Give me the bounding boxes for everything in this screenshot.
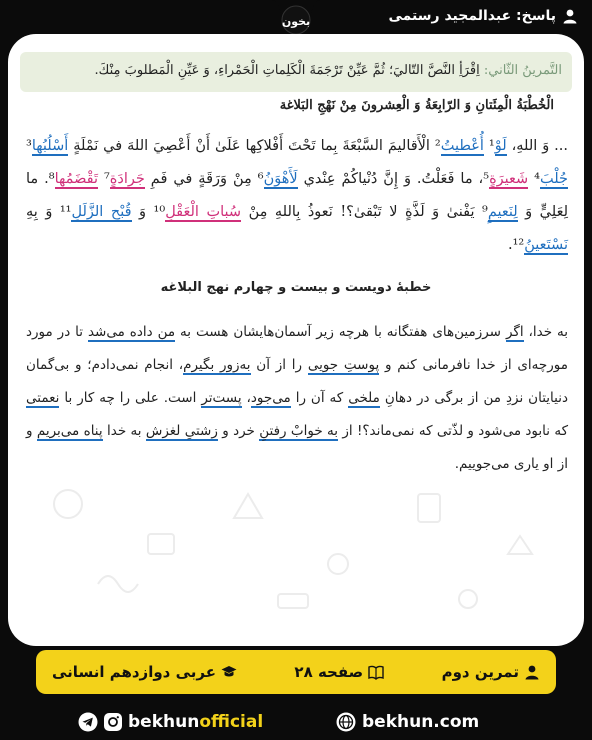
- text-segment: قُبْحِ الزَّلَلِ: [71, 204, 132, 220]
- text-segment: ⁸. ما لِعَلِيٍّ وَ: [26, 171, 568, 220]
- text-segment: به خدا: [102, 423, 146, 439]
- text-segment: سُباتِ الْعَقْلِ: [165, 204, 242, 220]
- text-segment: ... وَ اللهِ،: [506, 138, 569, 154]
- handle-text: [128, 712, 263, 732]
- user-icon: [562, 8, 578, 24]
- text-segment: نَسْتَعينُ: [524, 237, 568, 253]
- text-segment: ⁴: [528, 171, 540, 187]
- text-segment: که نابود می‌شود و لذّتی که نمی‌ماند؟! از: [338, 423, 568, 439]
- exercise-tag-label: تمرین دوم: [441, 663, 519, 681]
- book-tag-label: عربی دوازدهم انسانی: [52, 663, 216, 681]
- handle-accent: official: [199, 712, 264, 732]
- website-link[interactable]: [336, 712, 479, 732]
- social-handle[interactable]: [78, 712, 263, 732]
- text-segment: شَعيرَةٍ: [489, 171, 529, 187]
- text-segment: و از او یاری می‌جوییم.: [26, 423, 568, 472]
- book-icon: [368, 664, 384, 680]
- exercise-tag: [442, 663, 540, 681]
- text-segment: ¹¹ وَ بِهِ: [26, 204, 72, 220]
- text-segment: أَسْلُبُها: [31, 138, 69, 154]
- text-segment: نعمتی: [26, 390, 60, 406]
- exercise-label: التَّمرینُ الثّاني:: [483, 63, 562, 78]
- globe-icon: [336, 712, 356, 732]
- exercise-instruction: اِقْرَأِ النَّصَّ التّاليَ؛ ثُمَّ عَيِّنْ تَرْجَمَةَ الْكَلِماتِ الْحَمْراءِ، وَ عَيِّنِ الْمَطلوبَ مِنْكَ.: [94, 63, 480, 78]
- text-segment: ³: [26, 138, 32, 154]
- text-segment: أُعْطيتُ: [440, 138, 484, 154]
- text-segment: زشتیِ لغزش: [145, 423, 218, 439]
- text-segment: ¹: [483, 138, 495, 154]
- user-icon: [524, 664, 540, 680]
- text-segment: ⁹ يَفْنىٰ وَ لَذَّةٍ لا تَبْقىٰ؟! نَعوذُ بِاللهِ مِنْ: [241, 204, 488, 220]
- answerer: [388, 8, 578, 24]
- text-segment: ، انجام نمی‌دادم؛ و بی‌گمان دنیایتان نزدِ من از برگی در دهانِ: [26, 357, 568, 406]
- text-segment: می‌جود: [250, 390, 291, 406]
- text-segment: جَرادَةٍ: [109, 171, 145, 187]
- text-segment: جُلْبَ: [539, 171, 568, 187]
- page-tag: [294, 663, 384, 681]
- text-segment: ،: [241, 390, 251, 406]
- text-segment: لِنَعيمٍ: [487, 204, 518, 220]
- info-bar: [36, 650, 556, 694]
- answerer-name: پاسخ: عبدالمجید رستمی: [388, 8, 556, 24]
- text-segment: به خوابْ رفتنِ: [259, 423, 339, 439]
- text-segment: ملخی: [348, 390, 380, 406]
- graduation-cap-icon: [221, 664, 237, 680]
- text-segment: خرد و: [217, 423, 260, 439]
- text-segment: لَوْ: [494, 138, 507, 154]
- text-segment: اگر: [505, 324, 524, 340]
- content-card: [8, 34, 584, 646]
- telegram-icon[interactable]: [78, 712, 98, 732]
- text-segment: است. علی را چه کار با: [59, 390, 202, 406]
- instagram-icon[interactable]: [103, 712, 123, 732]
- handle-main: bekhun: [128, 712, 200, 732]
- text-segment: ⁶ مِنْ وَرَقَةٍ في فَمِ: [144, 171, 264, 187]
- text-segment: ⁷: [98, 171, 110, 187]
- page-tag-label: صفحه ۲۸: [294, 663, 364, 681]
- persian-translation: [26, 316, 568, 481]
- exercise-heading: [32, 60, 562, 82]
- text-segment: من داده می‌شد: [87, 324, 176, 340]
- background-doodles: [8, 464, 584, 624]
- text-segment: به خدا،: [523, 324, 568, 340]
- text-segment: پست‌تر: [201, 390, 242, 406]
- text-segment: که آن را: [290, 390, 349, 406]
- text-segment: پوستِ جویی: [307, 357, 380, 373]
- translation-title: خطبۀ دویست و بیست و چهارم نهج البلاغه: [160, 280, 432, 295]
- text-segment: را از آن: [250, 357, 308, 373]
- text-segment: پناه می‌بریم: [36, 423, 103, 439]
- arabic-passage: [26, 130, 568, 262]
- logo-text: بخون: [281, 15, 311, 28]
- text-segment: سرزمین‌های هفتگانه با هرچه زیر آسمان‌هایشان هست به: [175, 324, 506, 340]
- text-segment: ¹⁰ وَ: [131, 204, 166, 220]
- text-segment: لَأَهْوَنُ: [263, 171, 298, 187]
- sermon-title: الْخُطْبَةُ الْمِئَتانِ وَ الرّابِعَةُ وَ الْعِشرونَ مِنْ نَهْجِ البَلاغة: [279, 98, 554, 113]
- text-segment: ² الْأَقاليمَ السَّبْعَةَ بِما تَحْتَ أَفْلاكِها عَلَىٰ أَنْ أَعْصِيَ اللهَ في نَمْلَةٍ: [68, 138, 441, 154]
- text-segment: به‌زور بگیرم: [183, 357, 251, 373]
- text-segment: تا در مورد مورچه‌ای از خدا نافرمانی کنم و: [26, 324, 568, 373]
- website-text: bekhun.com: [362, 712, 480, 732]
- footer: [0, 704, 592, 740]
- book-tag: [52, 663, 237, 681]
- text-segment: ⁵، ما فَعَلْتُ. وَ إِنَّ دُنْياكُمْ عِنْدي: [297, 171, 490, 187]
- text-segment: تَقْضَمُها: [54, 171, 99, 187]
- text-segment: ¹².: [507, 237, 525, 253]
